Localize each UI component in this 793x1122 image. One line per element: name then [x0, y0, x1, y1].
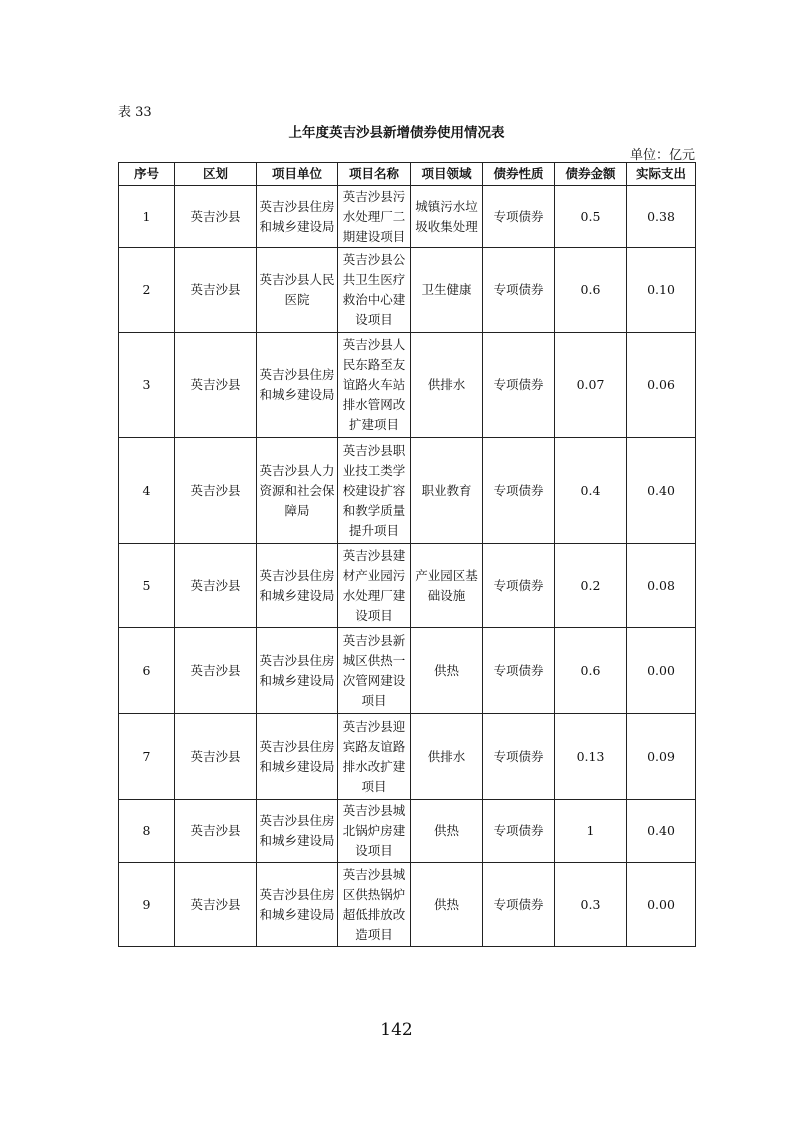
cell-project-field: 供排水: [411, 714, 483, 800]
cell-no: 4: [119, 438, 175, 544]
cell-region: 英吉沙县: [175, 863, 257, 947]
table-header: [119, 163, 696, 186]
table-title: 上年度英吉沙县新增债券使用情况表: [288, 125, 505, 141]
cell-no: 7: [119, 714, 175, 800]
cell-actual-spent: 0.40: [627, 800, 696, 863]
cell-project-field: 产业园区基础设施: [411, 544, 483, 628]
cell-project-name: 英吉沙县污水处理厂二期建设项目: [338, 186, 411, 248]
cell-no: 1: [119, 186, 175, 248]
table-row: [119, 248, 696, 333]
table-label: 表 33: [118, 105, 152, 120]
cell-actual-spent: 0.00: [627, 863, 696, 947]
cell-bond-nature: 专项债券: [483, 863, 555, 947]
cell-no: 6: [119, 628, 175, 714]
header-bond-amount: 债券金额: [555, 163, 627, 186]
table-row: [119, 800, 696, 863]
cell-project-name: 英吉沙县人民东路至友谊路火车站排水管网改扩建项目: [338, 333, 411, 438]
cell-region: 英吉沙县: [175, 800, 257, 863]
table-body: [119, 186, 696, 947]
table-row: [119, 714, 696, 800]
cell-project-field: 供热: [411, 800, 483, 863]
cell-project-field: 供热: [411, 863, 483, 947]
cell-actual-spent: 0.10: [627, 248, 696, 333]
table-row: [119, 333, 696, 438]
bond-usage-table: [118, 162, 696, 947]
cell-bond-nature: 专项债券: [483, 800, 555, 863]
cell-bond-nature: 专项债券: [483, 333, 555, 438]
cell-project-field: 卫生健康: [411, 248, 483, 333]
cell-no: 5: [119, 544, 175, 628]
table-row: [119, 863, 696, 947]
cell-project-unit: 英吉沙县住房和城乡建设局: [257, 628, 338, 714]
cell-bond-amount: 0.4: [555, 438, 627, 544]
cell-project-unit: 英吉沙县住房和城乡建设局: [257, 333, 338, 438]
cell-region: 英吉沙县: [175, 248, 257, 333]
cell-bond-amount: 0.13: [555, 714, 627, 800]
cell-project-field: 供热: [411, 628, 483, 714]
cell-bond-amount: 1: [555, 800, 627, 863]
cell-bond-nature: 专项债券: [483, 544, 555, 628]
cell-region: 英吉沙县: [175, 714, 257, 800]
cell-project-name: 英吉沙县城区供热锅炉超低排放改造项目: [338, 863, 411, 947]
cell-region: 英吉沙县: [175, 628, 257, 714]
cell-bond-nature: 专项债券: [483, 438, 555, 544]
cell-project-name: 英吉沙县城北锅炉房建设项目: [338, 800, 411, 863]
cell-region: 英吉沙县: [175, 333, 257, 438]
cell-actual-spent: 0.08: [627, 544, 696, 628]
cell-actual-spent: 0.38: [627, 186, 696, 248]
cell-bond-nature: 专项债券: [483, 248, 555, 333]
table-row: [119, 438, 696, 544]
cell-bond-amount: 0.07: [555, 333, 627, 438]
cell-project-unit: 英吉沙县人力资源和社会保障局: [257, 438, 338, 544]
cell-actual-spent: 0.09: [627, 714, 696, 800]
header-project-field: 项目领域: [411, 163, 483, 186]
header-row: [119, 163, 696, 186]
table-row: [119, 186, 696, 248]
header-no: 序号: [119, 163, 175, 186]
cell-project-unit: 英吉沙县住房和城乡建设局: [257, 544, 338, 628]
cell-no: 8: [119, 800, 175, 863]
cell-project-name: 英吉沙县职业技工类学校建设扩容和教学质量提升项目: [338, 438, 411, 544]
cell-project-field: 职业教育: [411, 438, 483, 544]
cell-project-unit: 英吉沙县住房和城乡建设局: [257, 186, 338, 248]
cell-bond-nature: 专项债券: [483, 186, 555, 248]
cell-actual-spent: 0.40: [627, 438, 696, 544]
cell-no: 2: [119, 248, 175, 333]
cell-bond-amount: 0.3: [555, 863, 627, 947]
cell-project-name: 英吉沙县新城区供热一次管网建设项目: [338, 628, 411, 714]
cell-region: 英吉沙县: [175, 438, 257, 544]
cell-project-unit: 英吉沙县人民医院: [257, 248, 338, 333]
header-bond-nature: 债券性质: [483, 163, 555, 186]
cell-project-unit: 英吉沙县住房和城乡建设局: [257, 800, 338, 863]
header-project-unit: 项目单位: [257, 163, 338, 186]
header-region: 区划: [175, 163, 257, 186]
header-actual-spent: 实际支出: [627, 163, 696, 186]
table-row: [119, 544, 696, 628]
cell-project-name: 英吉沙县迎宾路友谊路排水改扩建项目: [338, 714, 411, 800]
cell-project-field: 城镇污水垃圾收集处理: [411, 186, 483, 248]
cell-region: 英吉沙县: [175, 186, 257, 248]
cell-project-field: 供排水: [411, 333, 483, 438]
cell-bond-amount: 0.2: [555, 544, 627, 628]
cell-bond-nature: 专项债券: [483, 714, 555, 800]
cell-bond-amount: 0.6: [555, 248, 627, 333]
unit-label: 单位：亿元: [629, 148, 695, 163]
cell-no: 9: [119, 863, 175, 947]
cell-actual-spent: 0.06: [627, 333, 696, 438]
cell-project-unit: 英吉沙县住房和城乡建设局: [257, 714, 338, 800]
cell-project-name: 英吉沙县建材产业园污水处理厂建设项目: [338, 544, 411, 628]
cell-bond-amount: 0.6: [555, 628, 627, 714]
page-number: 142: [380, 1020, 413, 1040]
cell-project-name: 英吉沙县公共卫生医疗救治中心建设项目: [338, 248, 411, 333]
cell-region: 英吉沙县: [175, 544, 257, 628]
cell-project-unit: 英吉沙县住房和城乡建设局: [257, 863, 338, 947]
table-row: [119, 628, 696, 714]
cell-bond-amount: 0.5: [555, 186, 627, 248]
cell-bond-nature: 专项债券: [483, 628, 555, 714]
header-project-name: 项目名称: [338, 163, 411, 186]
cell-no: 3: [119, 333, 175, 438]
cell-actual-spent: 0.00: [627, 628, 696, 714]
